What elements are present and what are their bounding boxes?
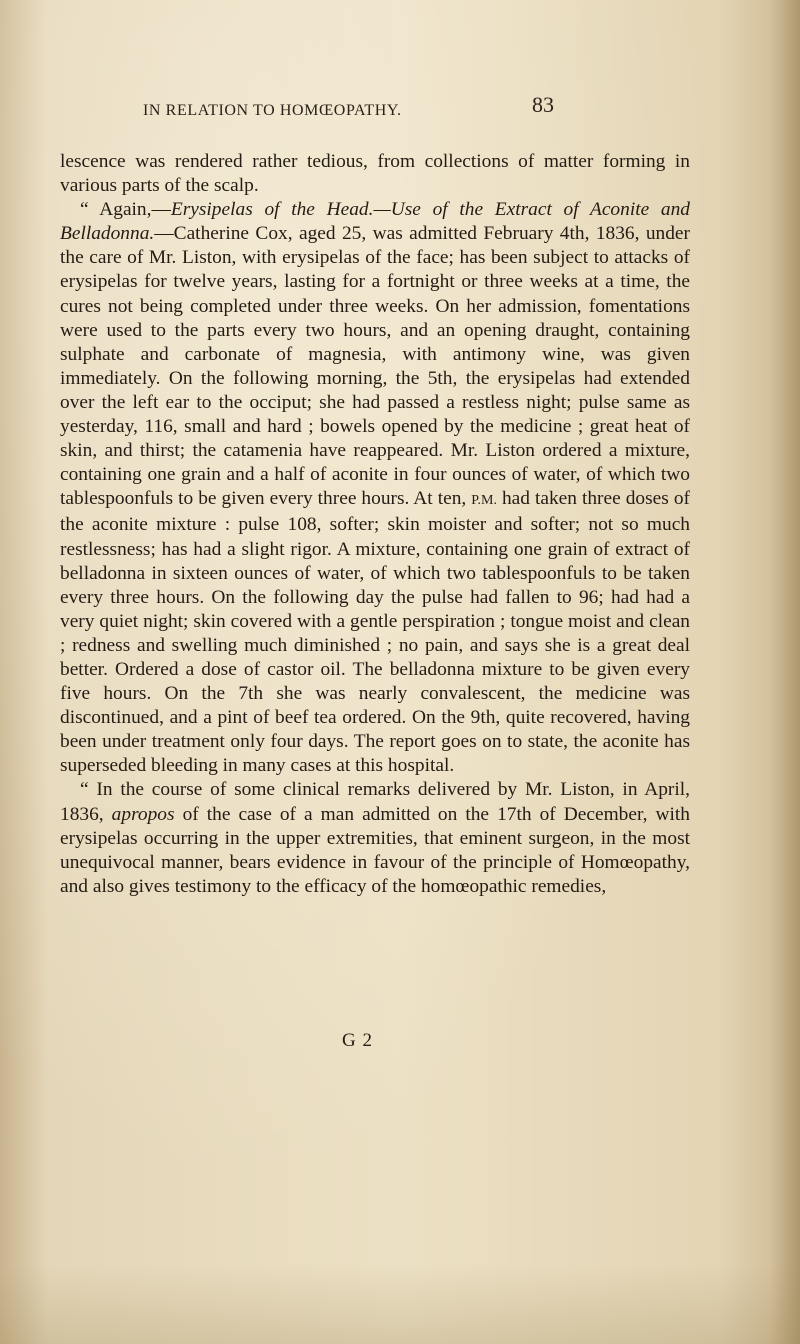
body-text (60, 150, 690, 899)
remarks-italic-word: apropos (111, 803, 175, 825)
signature-mark: G 2 (342, 1030, 373, 1051)
running-head: IN RELATION TO HOMŒOPATHY. (143, 102, 402, 119)
quote-open: “ Again,— (80, 199, 171, 221)
page-edge-shadow (770, 0, 800, 1344)
paragraph-clinical-remarks (60, 778, 690, 898)
case-heading: Erysipelas of the Head.—Use of the Extract of Aconite and Belladonna. (60, 199, 690, 245)
case-text-part2: had taken three doses of the aconite mixture : pulse 108, softer; skin moister and softer; not so much restlessness; has had a slight rigor. A mixture, containing one grain of extract of belladonna in sixteen ounces of water, of which two tablespoonfuls to be taken every three hours. On the following day the pulse had fallen to 96; had had a very quiet night; skin covered with a gentle perspiration ; tongue moist and clean ; redness and swelling much diminished ; no pain, and says she is a great deal better. Ordered a dose of castor oil. The belladonna mixture to be given every five hours. On the 7th she was nearly convalescent, the medicine was discontinued, and a pint of beef tea ordered. On the 9th, quite recovered, having been under treatment only four days. The report goes on to state, the aconite has superseded bleeding in many cases at this hospital. (60, 488, 690, 777)
paragraph-case-report (60, 198, 690, 778)
remarks-text-part1: “ In the course of some clinical remarks delivered by Mr. Liston, in April, 1836, (60, 779, 690, 825)
page-bottom-stain (0, 1264, 800, 1344)
remarks-text-part2: of the case of a man admitted on the 17th of December, with erysipelas occurring in the upper extremities, that eminent surgeon, in the most unequivocal manner, bears evidence in favour of the principle of Homœopathy, and also gives testimony to the efficacy of the homœopathic remedies, (60, 803, 690, 897)
paragraph-1-text: lescence was rendered rather tedious, from collections of matter forming in various parts of the scalp. (60, 151, 690, 197)
page-number: 83 (532, 92, 554, 117)
case-text-part1: —Catherine Cox, aged 25, was admitted February 4th, 1836, under the care of Mr. Liston, with erysipelas of the face; has been subject to attacks of erysipelas for twelve years, lasting for a fortnight or three weeks at a time, the cures not being completed under three weeks. On her admission, fomentations were used to the parts every two hours, and an opening draught, containing sulphate and carbonate of magnesia, with antimony wine, was given immediately. On the following morning, the 5th, the erysipelas had extended over the left ear to the occiput; she had passed a restless night; pulse same as yesterday, 116, small and hard ; bowels opened by the medicine ; great heat of skin, and thirst; the catamenia have reappeared. Mr. Liston ordered a mixture, containing one grain and a half of aconite in four ounces of water, of which two tablespoonfuls to be given every three hours. At ten, (60, 223, 690, 510)
paragraph-continuation (60, 150, 690, 198)
time-abbrev: P.M. (471, 493, 497, 509)
page-header (0, 88, 800, 128)
